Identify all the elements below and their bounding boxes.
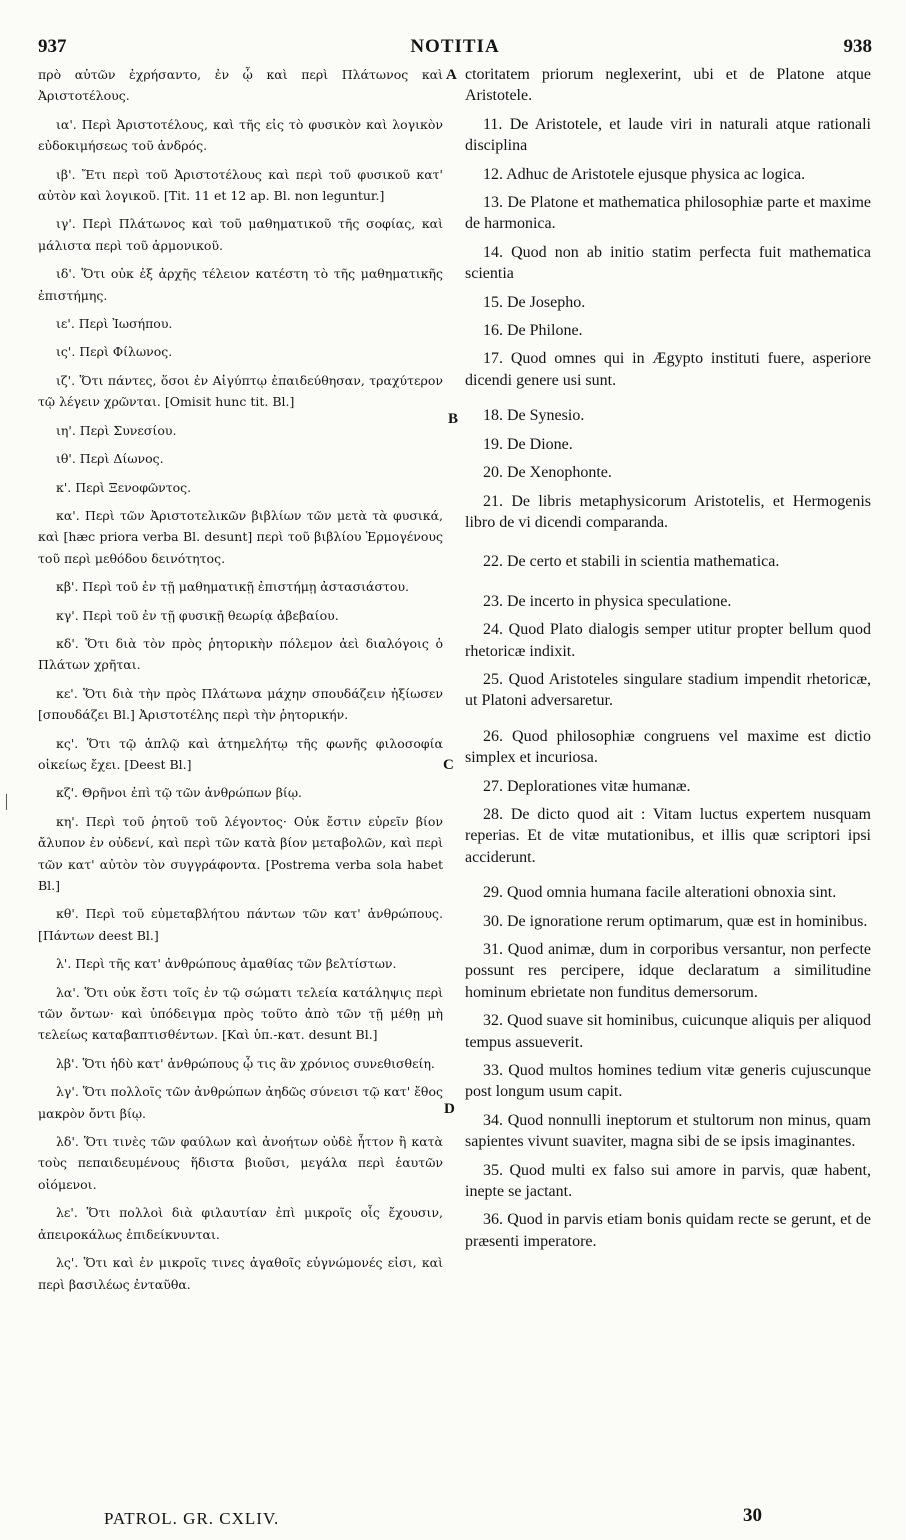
margin-marker-c: C xyxy=(443,757,454,773)
latin-entry: 20. De Xenophonte. xyxy=(483,464,612,482)
greek-entry: κδ'. Ὅτι διὰ τὸν πρὸς ῥητορικὴν πόλεμον ἀεὶ διαλόγοις ὁ Πλάτων χρῆται. xyxy=(38,635,443,673)
margin-marker-b: B xyxy=(448,411,459,427)
latin-entry: 32. Quod suave sit hominibus, cuicunque aliquis per aliquod tempus assueverit. xyxy=(465,1012,871,1051)
greek-entry: λγ'. Ὅτι πολλοῖς τῶν ἀνθρώπων ἀηδῶς σύνεισι τῷ κατ' ἔθος μακρὸν ὄντι βίῳ. xyxy=(38,1084,443,1121)
latin-entry: 19. De Dione. xyxy=(483,435,573,453)
greek-entry: λα'. Ὅτι οὐκ ἔστι τοῖς ἐν τῷ σώματι τελεία κατάληψις περὶ τῶν ὄντων· καὶ ὑπόδειγμα πρὸς τοῦτο ἀπὸ τῶν τῇ μέθῃ μὴ τελείως καταβαπτισθέντων. [Καὶ ὑπ.-κατ. desunt Bl.] xyxy=(38,984,443,1043)
latin-entry: 15. De Josepho. xyxy=(483,293,586,311)
latin-entry: ctoritatem priorum neglexerint, ubi et de Platone atque Aristotele. xyxy=(465,66,871,105)
greek-entry: κζ'. Θρῆνοι ἐπὶ τῷ τῶν ἀνθρώπων βίῳ. xyxy=(56,785,302,801)
latin-entry: 33. Quod multos homines tedium vitæ generis cujuscunque post longum usum capit. xyxy=(465,1062,871,1101)
latin-entry: 14. Quod non ab initio statim perfecta fuit mathematica scientia xyxy=(465,243,871,283)
greek-entry: ιγ'. Περὶ Πλάτωνος καὶ τοῦ μαθηματικοῦ τῆς σοφίας, καὶ μάλιστα περὶ τοῦ ἁρμονικοῦ. xyxy=(38,216,443,253)
scan-artifact-mark xyxy=(6,794,7,810)
page-number-left: 937 xyxy=(38,36,67,57)
greek-entry: κε'. Ὅτι διὰ τὴν πρὸς Πλάτωνα μάχην σπουδάζειν ἠξίωσεν [σπουδάζει Bl.] Ἀριστοτέλης περὶ τὴν ῥητορικήν. xyxy=(38,685,443,723)
greek-entry: κη'. Περὶ τοῦ ῥητοῦ τοῦ λέγοντος· Οὐκ ἔστιν εὑρεῖν βίον ἄλυπον ἐν οὐδενί, καὶ περὶ τῶν κατὰ βίον μεταβολῶν, καὶ περὶ τῶν κατ' αὐτὸν τὸν συγγράφοντα. [Postrema verba sola habet Bl.] xyxy=(38,813,443,893)
page-header xyxy=(38,36,872,62)
latin-entry: 27. Deplorationes vitæ humanæ. xyxy=(483,777,691,795)
greek-entry: ια'. Περὶ Ἀριστοτέλους, καὶ τῆς εἰς τὸ φυσικὸν καὶ λογικὸν εὐδοκιμήσεως τοῦ ἀνδρός. xyxy=(38,116,443,154)
latin-entry: 13. De Platone et mathematica philosophiæ parte et maxime de harmonica. xyxy=(465,194,871,233)
greek-entry: κγ'. Περὶ τοῦ ἐν τῇ φυσικῇ θεωρίᾳ ἀβεβαίου. xyxy=(56,607,339,623)
latin-entry: 23. De incerto in physica speculatione. xyxy=(483,592,732,610)
greek-column xyxy=(38,64,443,1302)
latin-entry: 29. Quod omnia humana facile alterationi obnoxia sint. xyxy=(483,884,837,902)
latin-entry: 16. De Philone. xyxy=(483,322,583,340)
latin-entry: 31. Quod animæ, dum in corporibus versantur, non perfecte possunt res percipere, idque declaratum a similitudine hominum ebrietate non funditus demersorum. xyxy=(465,941,871,1001)
greek-entry: κβ'. Περὶ τοῦ ἐν τῇ μαθηματικῇ ἐπιστήμῃ ἀστασιάστου. xyxy=(56,579,410,595)
greek-entry: πρὸ αὐτῶν ἐχρήσαντο, ἐν ᾧ καὶ περὶ Πλάτωνος καὶ Ἀριστοτέλους. xyxy=(38,67,443,104)
greek-entry: ιη'. Περὶ Συνεσίου. xyxy=(56,422,177,438)
greek-entry: ιε'. Περὶ Ἰωσήπου. xyxy=(56,316,173,332)
greek-entry: κα'. Περὶ τῶν Ἀριστοτελικῶν βιβλίων τῶν μετὰ τὰ φυσικά, καὶ [hæc priora verba Bl. desunt] περὶ τοῦ βιβλίου Ἑρμογένους τοῦ περὶ μεθόδου δεινότητος. xyxy=(38,507,443,566)
greek-entry: ιδ'. Ὅτι οὐκ ἐξ ἀρχῆς τέλειον κατέστη τὸ τῆς μαθηματικῆς ἐπιστήμης. xyxy=(38,266,443,303)
latin-entry: 25. Quod Aristoteles singulare stadium impendit rhetoricæ, ut Platoni adversaretur. xyxy=(465,670,871,710)
greek-entry: κ'. Περὶ Ξενοφῶντος. xyxy=(56,479,192,495)
latin-entry: 11. De Aristotele, et laude viri in naturali atque rationali disciplina xyxy=(465,115,871,155)
latin-column xyxy=(465,64,871,1259)
latin-entry: 17. Quod omnes qui in Ægypto instituti fuere, asperiore dicendi genere usi sunt. xyxy=(465,350,871,389)
greek-entry: λς'. Ὅτι καὶ ἐν μικροῖς τινες ἀγαθοῖς εὐγνώμονές εἰσι, καὶ περὶ βασιλέως ἐνταῦθα. xyxy=(38,1255,443,1292)
latin-entry: 34. Quod nonnulli ineptorum et stultorum non minus, quam sapientes vivunt suaviter, magna sibi de se ipsis imaginantes. xyxy=(465,1111,871,1151)
greek-entry: ιβ'. Ἔτι περὶ τοῦ Ἀριστοτέλους καὶ περὶ τοῦ φυσικοῦ κατ' αὐτὸν καὶ λογικοῦ. [Tit. 11 et 12 ap. Bl. non leguntur.] xyxy=(38,166,443,204)
greek-entry: λδ'. Ὅτι τινὲς τῶν φαύλων καὶ ἀνοήτων οὐδὲ ἧττον ἢ κατὰ τοὺς πεπαιδευμένους ἥδιστα βιοῦσι, μεγάλα περὶ ἑαυτῶν οἰόμενοι. xyxy=(38,1134,443,1192)
greek-entry: κς'. Ὅτι τῷ ἁπλῷ καὶ ἀτημελήτῳ τῆς φωνῆς φιλοσοφία οἰκείως ἔχει. [Deest Bl.] xyxy=(38,735,443,772)
greek-entry: ιζ'. Ὅτι πάντες, ὅσοι ἐν Αἰγύπτῳ ἐπαιδεύθησαν, τραχύτερον τῷ λέγειν χρῶνται. [Omisit hunc tit. Bl.] xyxy=(38,372,443,410)
latin-entry: 28. De dicto quod ait : Vitam luctus expertem nusquam reperias. Et de vitæ mutationibus, et illis quæ scriptori ipsi acciderunt. xyxy=(465,805,871,866)
latin-entry: 21. De libris metaphysicorum Aristotelis, et Hermogenis libro de vi dicendi comparanda. xyxy=(465,492,871,531)
latin-entry: 26. Quod philosophiæ congruens vel maxime est dictio simplex et incuriosa. xyxy=(465,727,871,767)
greek-entry: ιθ'. Περὶ Δίωνος. xyxy=(56,451,164,467)
page-number-right: 938 xyxy=(843,36,872,57)
margin-marker-a: A xyxy=(446,67,457,83)
footer-signature: PATROL. GR. CXLIV. xyxy=(104,1509,280,1528)
greek-entry: λ'. Περὶ τῆς κατ' ἀνθρώπους ἀμαθίας τῶν βελτίστων. xyxy=(56,956,397,972)
running-title: NOTITIA xyxy=(410,36,500,57)
latin-entry: 22. De certo et stabili in scientia mathematica. xyxy=(483,553,780,571)
greek-entry: ις'. Περὶ Φίλωνος. xyxy=(56,344,173,360)
greek-entry: λβ'. Ὅτι ἡδὺ κατ' ἀνθρώπους ᾧ τις ἂν χρόνιος συνεθισθείη. xyxy=(56,1055,435,1071)
margin-marker-d: D xyxy=(444,1101,455,1117)
latin-entry: 35. Quod multi ex falso sui amore in parvis, quæ habent, inepte se jactant. xyxy=(465,1161,871,1201)
latin-entry: 24. Quod Plato dialogis semper utitur propter bellum quod rhetoricæ indixit. xyxy=(465,621,871,660)
latin-entry: 30. De ignoratione rerum optimarum, quæ est in hominibus. xyxy=(483,912,868,930)
latin-entry: 36. Quod in parvis etiam bonis quidam recte se gerunt, et de præsenti imperatore. xyxy=(465,1211,871,1250)
footer-sheet-number: 30 xyxy=(743,1505,762,1526)
greek-entry: λε'. Ὅτι πολλοὶ διὰ φιλαυτίαν ἐπὶ μικροῖς οἷς ἔχουσιν, ἀπειροκάλως ἐπιδείκνυνται. xyxy=(38,1205,443,1242)
latin-entry: 12. Adhuc de Aristotele ejusque physica ac logica. xyxy=(483,165,806,183)
greek-entry: κθ'. Περὶ τοῦ εὐμεταβλήτου πάντων τῶν κατ' ἀνθρώπους. [Πάντων deest Bl.] xyxy=(38,906,443,943)
latin-entry: 18. De Synesio. xyxy=(483,407,585,425)
